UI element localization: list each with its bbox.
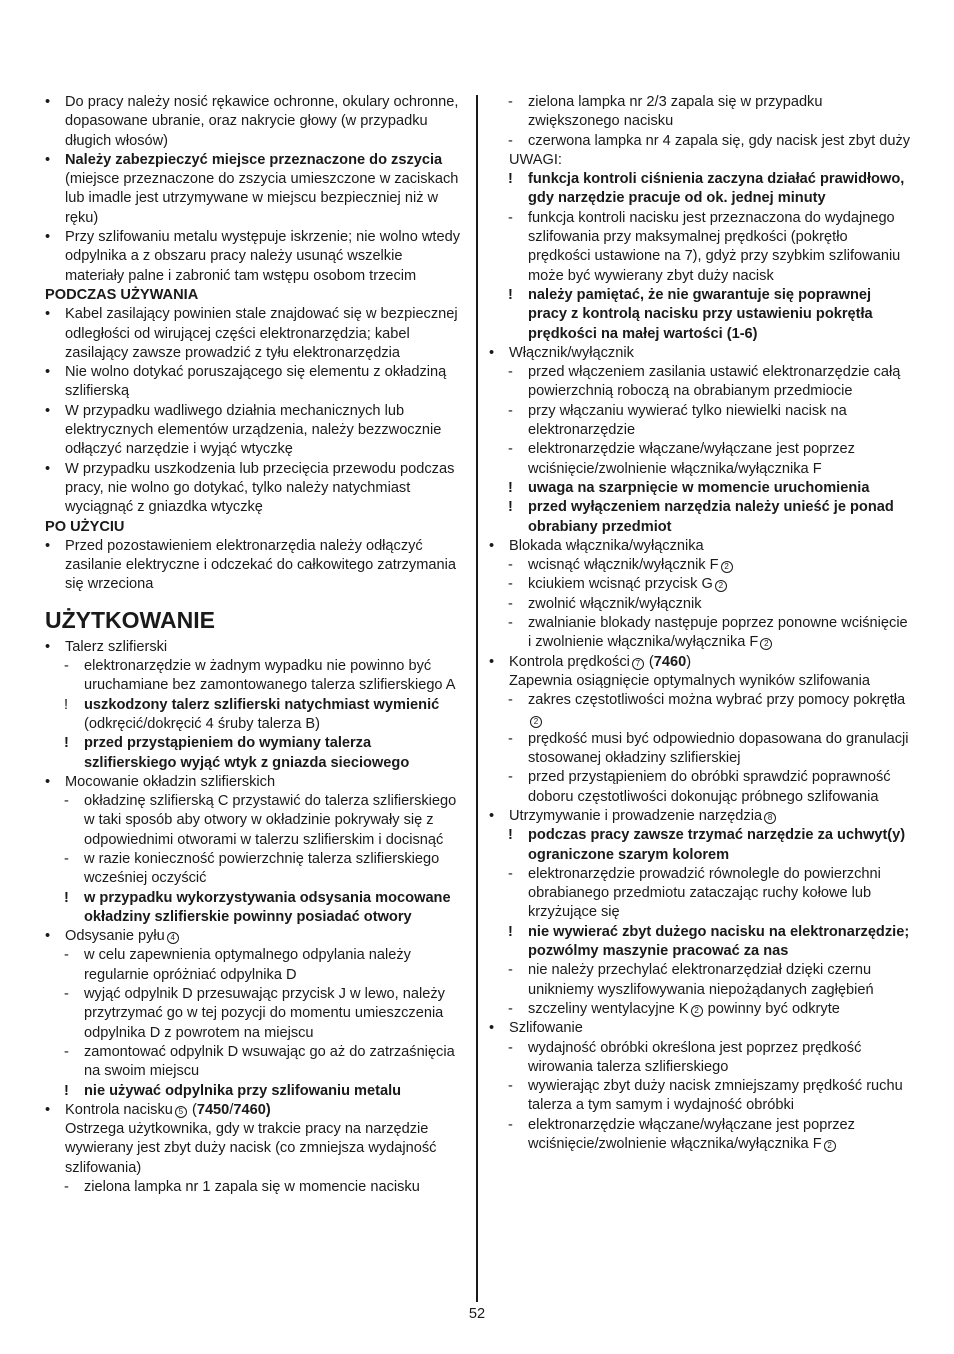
dash-item [489, 1000, 914, 1019]
text-segment: Włącznik/wyłącznik [509, 344, 634, 361]
text-segment: Talerz szlifierski [65, 638, 168, 655]
text-segment: / [229, 1101, 234, 1118]
figure-ref-circle: 2 [824, 1140, 836, 1152]
text-segment: 7460) [233, 1101, 271, 1118]
figure-ref-circle: 2 [721, 561, 733, 573]
list-marker: - [64, 1043, 69, 1060]
dash-item [45, 946, 465, 985]
dash-item [45, 1178, 465, 1197]
text-segment: Kontrola prędkości [509, 653, 630, 670]
text-segment: uszkodzony talerz szlifierski natychmiast wymienić [84, 696, 440, 713]
bullet-item [45, 93, 465, 151]
list-marker: ! [64, 889, 69, 906]
list-marker: - [508, 1039, 513, 1056]
dash-item [489, 865, 914, 923]
text-segment: zwalnianie blokady następuje poprzez ponowne wciśnięcie i zwolnienie włącznika/wyłącznika F [528, 615, 908, 651]
text-segment: ( [644, 653, 654, 670]
bullet-item [45, 460, 465, 518]
text-segment: W przypadku wadliwego działnia mechanicznych lub elektrycznych elementów urządzenia, należy bezzwocznie odłączyć narzędzie i wyjąć wtyczkę [65, 402, 442, 458]
text-segment: przed wyłączeniem narzędzia należy unieść je ponad obrabiany przedmiot [528, 499, 894, 535]
text-segment: PO UŻYCIU [45, 518, 125, 535]
text-segment: szczeliny wentylacyjne K [528, 1000, 689, 1017]
bullet-item [45, 402, 465, 460]
dash-item [45, 657, 465, 696]
text-segment: przed przystąpieniem do wymiany talerza szlifierskiego wyjąć wtyk z gniazda sieciowego [84, 735, 410, 771]
dash-item [489, 961, 914, 1000]
text-segment: Do pracy należy nosić rękawice ochronne, okulary ochronne, dopasowane ubranie, oraz nakrycie głowy (w przypadku długich włosów) [65, 94, 459, 149]
dash-item [45, 1043, 465, 1082]
figure-ref-circle: 2 [760, 638, 772, 650]
text-segment: elektronarzędzie włączane/wyłączane jest poprzez wciśnięcie/zwolnienie włącznika/wyłącznika F [528, 1116, 855, 1153]
list-marker: • [45, 773, 51, 790]
list-marker: - [508, 595, 513, 612]
indented-paragraph [489, 672, 914, 691]
dash-item [489, 1116, 914, 1155]
text-segment: Kabel zasilający powinien stale znajdować się w bezpiecznej odległości od wirującej części elektronarzędzia; kabel zasilający zawsze prowadzić z tyłu elektronarzędzia [65, 306, 458, 361]
list-marker: • [45, 1101, 51, 1118]
text-segment: PODCZAS UŻYWANIA [45, 286, 199, 303]
text-segment: funkcja kontroli nacisku jest przeznaczona do wydajnego szlifowania przy maksymalnej prędkości (pokrętło prędkości ustawione na 7), gdyż przy szybkim szlifowaniu może być wywierany zbyt duży nacisk [528, 209, 901, 284]
list-marker: ! [64, 735, 69, 752]
text-segment: w przypadku wykorzystywania odsysania mocowane okładziny szlifierskie powinny posiadać otwory [84, 889, 451, 925]
text-segment: wywierając zbyt duży nacisk zmniejszamy prędkość ruchu talerza a tym samym i wydajność obróbki [528, 1078, 903, 1114]
list-marker: • [489, 653, 495, 670]
dash-item [489, 132, 914, 151]
bullet-item [45, 363, 465, 402]
list-marker: - [508, 615, 513, 632]
dash-item [489, 768, 914, 807]
list-marker: - [508, 557, 513, 574]
bullet-item [45, 1101, 465, 1120]
text-segment: ) [686, 653, 692, 670]
warning-item [489, 170, 914, 209]
indented-paragraph [45, 1120, 465, 1178]
text-segment: wcisnąć włącznik/wyłącznik F [528, 557, 719, 574]
warning-item [45, 734, 465, 773]
bullet-item [489, 537, 914, 556]
bullet-item [489, 344, 914, 363]
warning-item [489, 498, 914, 537]
text-segment: Ostrzega użytkownika, gdy w trakcie pracy na narzędzie wywierany jest zbyt duży nacisk (co zmniejsza wydajność szlifowania) [65, 1121, 437, 1176]
bullet-item [45, 305, 465, 363]
figure-ref-circle: 5 [175, 1106, 187, 1118]
figure-ref-circle: 2 [530, 716, 542, 728]
list-marker: • [45, 229, 51, 246]
text-segment: przed włączeniem zasilania ustawić elektronarzędzie całą powierzchnią roboczą na obrabianym przedmiocie [528, 364, 901, 400]
list-marker: - [64, 850, 69, 867]
list-marker: - [64, 793, 69, 810]
list-marker: • [45, 306, 51, 323]
list-marker: • [45, 460, 51, 477]
text-segment: zamontować odpylnik D wsuwając go aż do zatrzaśnięcia na swoim miejscu [84, 1043, 455, 1080]
warning-item [489, 826, 914, 865]
list-marker: • [45, 537, 51, 554]
bullet-item [45, 638, 465, 657]
text-segment: Szlifowanie [509, 1020, 583, 1037]
list-marker: ! [508, 923, 513, 940]
list-marker: - [508, 962, 513, 979]
list-marker: - [508, 1000, 513, 1017]
list-marker: - [64, 986, 69, 1003]
text-segment: zielona lampka nr 1 zapala się w momencie nacisku [84, 1179, 420, 1196]
text-segment: zielona lampka nr 2/3 zapala się w przypadku zwiększonego nacisku [528, 94, 823, 130]
text-segment: Mocowanie okładzin szlifierskich [65, 773, 276, 790]
list-marker: ! [508, 479, 513, 496]
text-segment: Kontrola nacisku [65, 1101, 173, 1118]
list-marker: - [508, 730, 513, 747]
list-marker: • [45, 402, 51, 419]
text-segment: wyjąć odpylnik D przesuwając przycisk J w lewo, należy przytrzymać go w tej pozycji do momentu umieszczenia odpylnika D z powrotem na miejscu [84, 986, 445, 1041]
text-segment: uwaga na szarpnięcie w momencie uruchomienia [528, 479, 870, 496]
column-divider [476, 95, 478, 1302]
dash-item [489, 440, 914, 479]
list-marker: - [508, 1116, 513, 1133]
text-segment: elektronarzędzie włączane/wyłączane jest poprzez wciśnięcie/zwolnienie włącznika/wyłącznika F [528, 441, 855, 477]
section-title [45, 607, 465, 633]
figure-ref-circle: 8 [764, 812, 776, 824]
list-marker: ! [508, 171, 513, 188]
dash-item [489, 691, 914, 730]
dash-item [489, 1077, 914, 1116]
list-marker: - [64, 658, 69, 675]
bullet-item [489, 1019, 914, 1038]
dash-item [489, 595, 914, 614]
dash-item [489, 93, 914, 132]
text-segment: wydajność obróbki określona jest poprzez prędkość wirowania talerza szlifierskiego [528, 1039, 862, 1075]
dash-item [489, 1039, 914, 1078]
text-segment: Nie wolno dotykać poruszającego się elementu z okładziną szlifierską [65, 364, 447, 400]
list-marker: • [489, 807, 495, 824]
text-segment: ( [187, 1101, 197, 1118]
text-segment: zwolnić włącznik/wyłącznik [528, 595, 702, 612]
section-heading [45, 518, 465, 537]
bullet-item [489, 653, 914, 672]
text-segment: w razie konieczność powierzchnię talerza szlifierskiego wcześniej oczyścić [84, 850, 440, 887]
text-segment: (odkręcić/dokręcić 4 śruby talerza B) [84, 715, 321, 732]
dash-item [489, 209, 914, 286]
text-segment: Blokada włącznika/wyłącznika [509, 537, 704, 554]
figure-ref-circle: 4 [167, 932, 179, 944]
right-column [489, 93, 914, 1154]
text-segment: (miejsce przeznaczone do zszycia umieszczone w zaciskach lub imadle jest utrzymywane w miejscu bezpieczniej niż w ręku) [65, 171, 459, 226]
list-marker: - [508, 441, 513, 458]
left-column [45, 93, 465, 1197]
dash-item [489, 402, 914, 441]
list-marker: • [45, 928, 51, 945]
list-marker: - [508, 865, 513, 882]
warning-item [45, 1082, 465, 1101]
text-segment: w celu zapewnienia optymalnego odpylania należy regularnie opróżniać odpylnika D [84, 947, 411, 983]
list-marker: ! [508, 827, 513, 844]
text-segment: okładzinę szlifierską C przystawić do talerza szlifierskiego w taki sposób aby otwory w okładzinie pokrywały się z odpowiednimi otworami w talerzu szlifierskim i docisnąć [84, 793, 457, 848]
figure-ref-circle: 2 [715, 580, 727, 592]
list-marker: - [64, 947, 69, 964]
list-marker: • [489, 344, 495, 361]
text-segment: Należy zabezpieczyć miejsce przeznaczone do zszycia [65, 151, 443, 168]
bullet-item [45, 151, 465, 228]
bullet-item [45, 773, 465, 792]
dash-item [489, 614, 914, 653]
warning-item [45, 889, 465, 928]
indented-paragraph [489, 151, 914, 170]
text-segment: nie używać odpylnika przy szlifowaniu metalu [84, 1082, 402, 1099]
dash-item [45, 850, 465, 889]
text-segment: Zapewnia osiągnięcie optymalnych wyników szlifowania [509, 672, 870, 689]
text-segment: powinny być odkryte [703, 1000, 840, 1017]
warning-item [489, 286, 914, 344]
list-marker: ! [64, 1082, 69, 1099]
dash-item [489, 575, 914, 594]
warning-item [489, 479, 914, 498]
dash-item [489, 730, 914, 769]
text-segment: kciukiem wcisnąć przycisk G [528, 576, 713, 593]
text-segment: UŻYTKOWANIE [45, 606, 215, 633]
bullet-item [489, 807, 914, 826]
text-segment: należy pamiętać, że nie gwarantuje się poprawnej pracy z kontrolą nacisku przy ustawieniu pokrętła prędkości na małej wartości (1-6) [528, 286, 873, 342]
warning-item [45, 696, 465, 735]
dash-item [45, 985, 465, 1043]
text-segment: podczas pracy zawsze trzymać narzędzie za uchwyt(y) ograniczone szarym kolorem [528, 827, 906, 863]
text-segment: Utrzymywanie i prowadzenie narzędzia [509, 807, 763, 824]
bullet-item [45, 228, 465, 286]
text-segment: W przypadku uszkodzenia lub przecięcia przewodu podczas pracy, nie wolno go dotykać, tylko należy natychmiast wyciągnąć z gniazdka wtyczkę [65, 460, 455, 516]
list-marker: - [64, 1179, 69, 1196]
list-marker: • [45, 638, 51, 655]
text-segment: 7460 [653, 653, 687, 670]
list-marker: - [508, 692, 513, 709]
list-marker: • [45, 151, 51, 168]
page-number: 52 [468, 1306, 486, 1322]
text-segment: nie wywierać zbyt dużego nacisku na elektronarzędzie; pozwólmy maszynie pracować za nas [528, 923, 910, 960]
text-segment: zakres częstotliwości można wybrać przy pomocy pokrętła [528, 692, 906, 709]
text-segment: 7450 [196, 1101, 230, 1118]
figure-ref-circle: 2 [691, 1005, 703, 1017]
list-marker: • [45, 364, 51, 381]
text-segment: czerwona lampka nr 4 zapala się, gdy nacisk jest zbyt duży [528, 132, 911, 149]
text-segment: Przy szlifowaniu metalu występuje iskrzenie; nie wolno wtedy odpylnika a z obszaru pracy należy usunąć wszelkie materiały palne i zabronić tam wstępu osobom trzecim [65, 229, 461, 284]
warning-item [489, 923, 914, 962]
text-segment: elektronarzędzie prowadzić równolegle do powierzchni obrabianego przedmiotu zataczając ruchy kołowe lub krzyżujące się [528, 865, 881, 921]
list-marker: - [508, 94, 513, 110]
dash-item [45, 792, 465, 850]
text-segment: przed przystąpieniem do obróbki sprawdzić poprawność doboru częstotliwości dokonując próbnego szlifowania [528, 769, 891, 805]
list-marker: - [508, 364, 513, 381]
list-marker: ! [508, 286, 513, 303]
text-segment: Przed pozostawieniem elektronarzędia należy odłączyć zasilanie elektryczne i odczekać do całkowitego zatrzymania się wrzeciona [65, 537, 456, 593]
list-marker: ! [508, 499, 513, 516]
list-marker: • [45, 94, 51, 110]
list-marker: - [508, 769, 513, 786]
list-marker: • [489, 1020, 495, 1037]
section-heading [45, 286, 465, 305]
list-marker: ! [64, 696, 69, 713]
list-marker: - [508, 209, 513, 226]
text-segment: elektronarzędzie w żadnym wypadku nie powinno być uruchamiane bez zamontowanego talerza szlifierskiego A [84, 658, 456, 694]
list-marker: • [489, 537, 495, 554]
bullet-item [45, 927, 465, 946]
text-segment: Odsysanie pyłu [65, 928, 165, 945]
text-segment: funkcja kontroli ciśnienia zaczyna działać prawidłowo, gdy narzędzie pracuje od ok. jednej minuty [528, 171, 905, 207]
text-segment: prędkość musi być odpowiednio dopasowana do granulacji stosowanej okładziny szlifierskiej [528, 730, 909, 767]
bullet-item [45, 537, 465, 595]
list-marker: - [508, 402, 513, 419]
text-segment: nie należy przechylać elektronarzędział dzięki czernu unikniemy wyszlifowywania niepożądanych zagłębień [528, 962, 874, 998]
list-marker: - [508, 1078, 513, 1095]
figure-ref-circle: 7 [632, 658, 644, 670]
list-marker: - [508, 132, 513, 149]
text-segment: UWAGI: [509, 151, 562, 168]
list-marker: - [508, 576, 513, 593]
dash-item [489, 363, 914, 402]
dash-item [489, 556, 914, 575]
text-segment: przy włączaniu wywierać tylko niewielki nacisk na elektronarzędzie [528, 402, 847, 439]
